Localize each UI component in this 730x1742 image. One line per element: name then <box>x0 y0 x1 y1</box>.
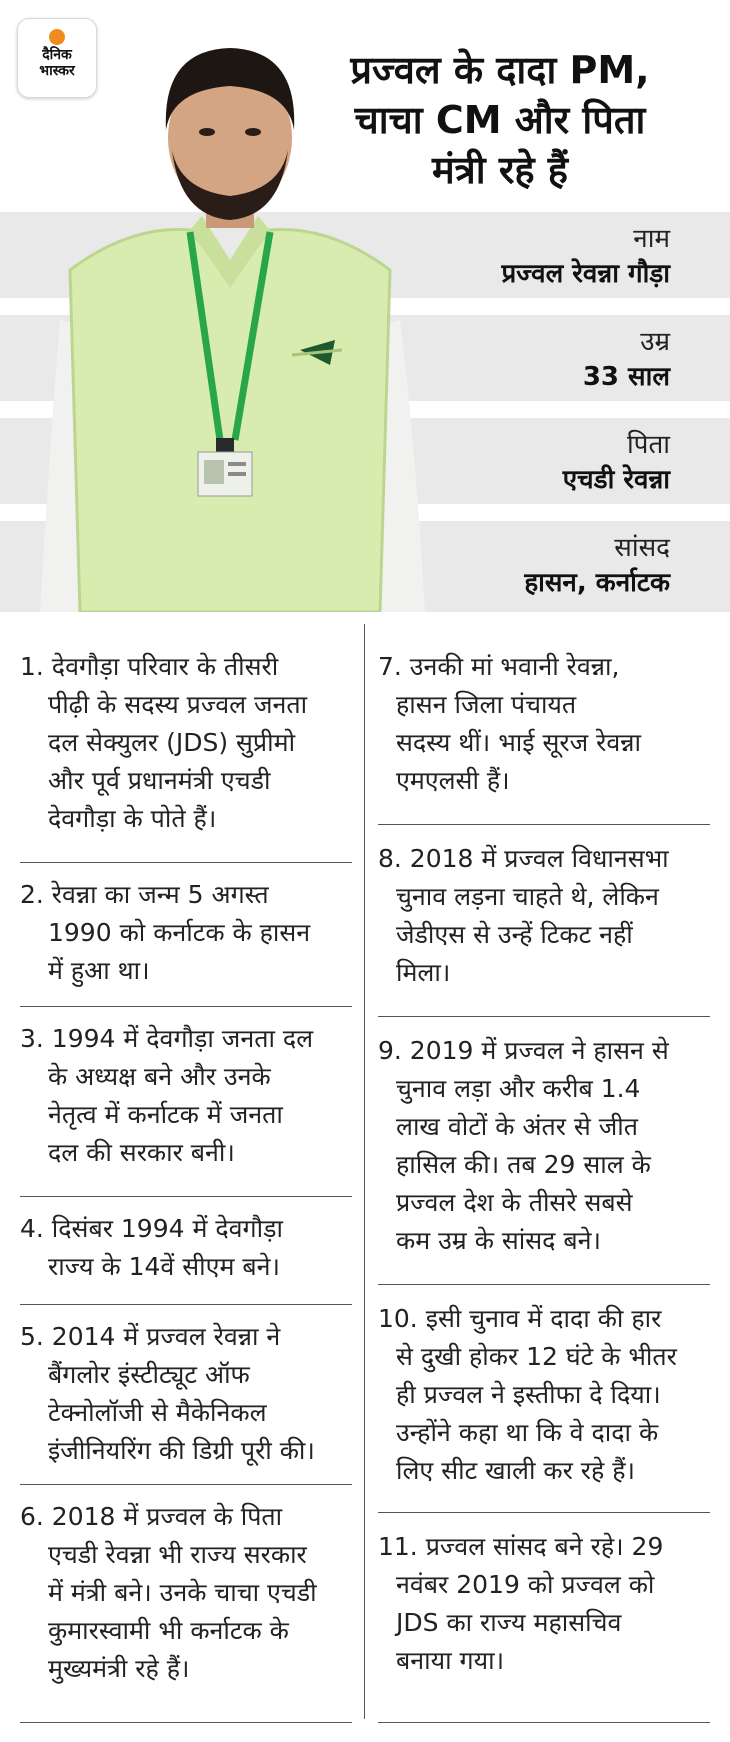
divider <box>20 1196 352 1197</box>
info-value: प्रज्वल रेवन्ना गौड़ा <box>501 259 670 289</box>
logo-line-2: भास्कर <box>39 63 75 79</box>
fact-item-3 <box>20 1020 313 1172</box>
fact-line: टेक्नोलॉजी से मैकेनिकल <box>48 1398 267 1427</box>
fact-line: सदस्य थीं। भाई सूरज रेवन्ना <box>396 728 641 757</box>
fact-line: 5. 2014 में प्रज्वल रेवन्ना ने <box>20 1322 281 1351</box>
fact-line: दल सेक्युलर (JDS) सुप्रीमो <box>48 728 296 757</box>
headline-line: चाचा CM और पिता <box>354 98 646 142</box>
fact-line: में मंत्री बने। उनके चाचा एचडी <box>48 1578 317 1607</box>
fact-line: चुनाव लड़ा और करीब 1.4 <box>396 1074 641 1103</box>
divider <box>20 1304 352 1305</box>
fact-line: 9. 2019 में प्रज्वल ने हासन से <box>378 1036 669 1065</box>
info-father <box>563 428 670 498</box>
header-section <box>0 0 730 612</box>
fact-line: मिला। <box>396 958 451 987</box>
fact-line: ही प्रज्वल ने इस्तीफा दे दिया। <box>396 1380 661 1409</box>
divider <box>378 1722 710 1723</box>
fact-line: नेतृत्व में कर्नाटक में जनता <box>48 1100 283 1129</box>
info-label: नाम <box>633 224 670 254</box>
fact-line: लिए सीट खाली कर रहे हैं। <box>396 1456 635 1485</box>
fact-item-11 <box>378 1528 663 1680</box>
fact-line: लाख वोटों के अंतर से जीत <box>396 1112 639 1141</box>
fact-line: और पूर्व प्रधानमंत्री एचडी <box>48 766 271 795</box>
fact-line: 4. दिसंबर 1994 में देवगौड़ा <box>20 1214 283 1243</box>
divider <box>378 824 710 825</box>
fact-line: उन्होंने कहा था कि वे दादा के <box>396 1418 659 1447</box>
headline <box>300 45 700 195</box>
fact-item-8 <box>378 840 669 992</box>
fact-line: 8. 2018 में प्रज्वल विधानसभा <box>378 844 669 873</box>
divider <box>20 1484 352 1485</box>
headline-line: मंत्री रहे हैं <box>432 148 568 192</box>
fact-line: 6. 2018 में प्रज्वल के पिता <box>20 1502 283 1531</box>
fact-item-5 <box>20 1318 315 1470</box>
fact-item-2 <box>20 876 310 990</box>
fact-line: एचडी रेवन्ना भी राज्य सरकार <box>48 1540 307 1569</box>
info-age <box>583 325 670 395</box>
sun-icon <box>49 29 65 45</box>
info-label: पिता <box>626 430 670 460</box>
fact-line: चुनाव लड़ना चाहते थे, लेकिन <box>396 882 659 911</box>
fact-line: 1. देवगौड़ा परिवार के तीसरी <box>20 652 279 681</box>
fact-line: राज्य के 14वें सीएम बने। <box>48 1252 280 1281</box>
fact-line: में हुआ था। <box>48 956 150 985</box>
info-value: 33 साल <box>582 362 670 392</box>
fact-line: से दुखी होकर 12 घंटे के भीतर <box>396 1342 677 1371</box>
fact-line: 10. इसी चुनाव में दादा की हार <box>378 1304 662 1333</box>
fact-line: दल की सरकार बनी। <box>48 1138 235 1167</box>
fact-line: देवगौड़ा के पोते हैं। <box>48 804 217 833</box>
info-value: हासन, कर्नाटक <box>524 568 670 598</box>
fact-line: कम उम्र के सांसद बने। <box>396 1226 601 1255</box>
dainik-bhaskar-logo <box>17 18 97 98</box>
fact-item-7 <box>378 648 641 800</box>
fact-line: बनाया गया। <box>396 1646 505 1675</box>
info-name <box>501 222 670 292</box>
info-label: उम्र <box>640 327 670 357</box>
column-divider <box>364 624 365 1719</box>
divider <box>20 1722 352 1723</box>
fact-item-1 <box>20 648 307 838</box>
fact-line: प्रज्वल देश के तीसरे सबसे <box>396 1188 633 1217</box>
info-mp <box>524 531 670 601</box>
fact-line: कुमारस्वामी भी कर्नाटक के <box>48 1616 289 1645</box>
fact-line: बैंगलोर इंस्टीट्यूट ऑफ <box>48 1360 250 1389</box>
fact-item-9 <box>378 1032 669 1260</box>
fact-line: 7. उनकी मां भवानी रेवन्ना, <box>378 652 620 681</box>
fact-line: इंजीनियरिंग की डिग्री पूरी की। <box>48 1436 315 1465</box>
fact-item-4 <box>20 1210 283 1286</box>
fact-item-10 <box>378 1300 677 1490</box>
facts-columns <box>0 612 730 1742</box>
fact-line: जेडीएस से उन्हें टिकट नहीं <box>396 920 633 949</box>
fact-line: पीढ़ी के सदस्य प्रज्वल जनता <box>48 690 308 719</box>
info-value: एचडी रेवन्ना <box>562 465 670 495</box>
fact-line: 11. प्रज्वल सांसद बने रहे। 29 <box>378 1532 664 1561</box>
info-label: सांसद <box>614 533 670 563</box>
fact-item-6 <box>20 1498 317 1688</box>
fact-line: एमएलसी हैं। <box>396 766 510 795</box>
divider <box>20 1006 352 1007</box>
fact-line: हासन जिला पंचायत <box>396 690 577 719</box>
fact-line: 1990 को कर्नाटक के हासन <box>48 918 311 947</box>
fact-line: मुख्यमंत्री रहे हैं। <box>48 1654 190 1683</box>
divider <box>378 1016 710 1017</box>
logo-line-1: दैनिक <box>42 47 72 63</box>
fact-line: 3. 1994 में देवगौड़ा जनता दल <box>20 1024 314 1053</box>
fact-line: 2. रेवन्ना का जन्म 5 अगस्त <box>20 880 269 909</box>
fact-line: JDS का राज्य महासचिव <box>396 1608 622 1637</box>
divider <box>20 862 352 863</box>
fact-line: के अध्यक्ष बने और उनके <box>48 1062 271 1091</box>
headline-line: प्रज्वल के दादा PM, <box>350 48 650 92</box>
divider <box>378 1284 710 1285</box>
fact-line: हासिल की। तब 29 साल के <box>396 1150 651 1179</box>
divider <box>378 1512 710 1513</box>
fact-line: नवंबर 2019 को प्रज्वल को <box>396 1570 655 1599</box>
